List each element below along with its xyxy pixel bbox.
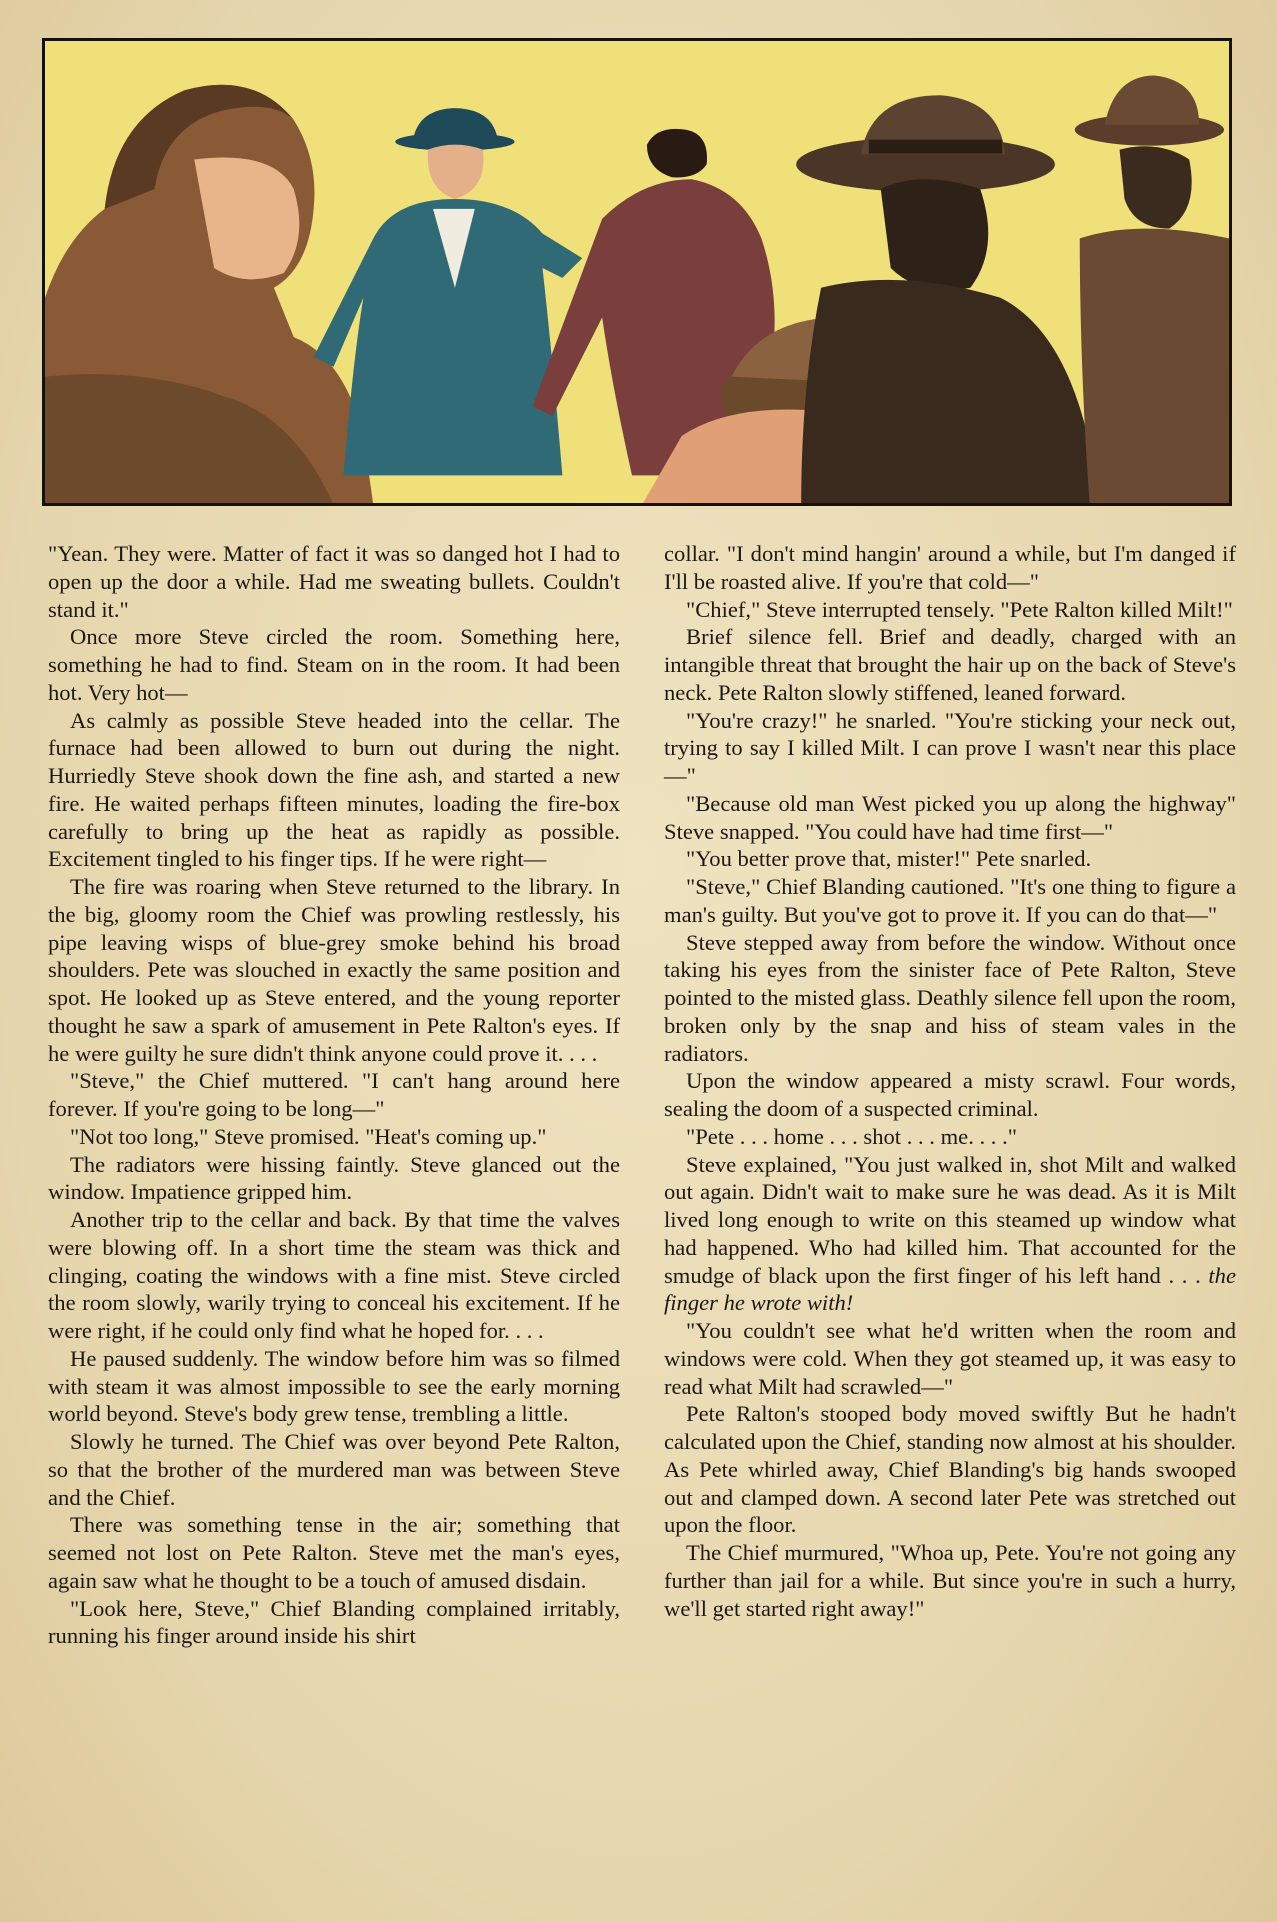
paragraph (664, 1151, 1236, 1318)
paragraph: "Steve," Chief Blanding cautioned. "It's one thing to figure a man's guilty. But you've got to prove it. If you can do that—" (664, 874, 1236, 927)
left-text-column (48, 540, 620, 1885)
paragraph: "Yean. They were. Matter of fact it was so danged hot I had to open up the door a while. Had me sweating bullets. Couldn't stand it." (48, 541, 620, 622)
comic-panel-illustration (42, 38, 1232, 506)
paragraph: "Steve," the Chief muttered. "I can't hang around here forever. If you're going to be long—" (48, 1068, 620, 1121)
story-text-columns (48, 540, 1236, 1885)
paragraph: The Chief murmured, "Whoa up, Pete. You're not going any further than jail for a while. But since you're in such a hurry, we'll get started right away!" (664, 1540, 1236, 1621)
paragraph: "Because old man West picked you up along the highway" Steve snapped. "You could have had time first—" (664, 790, 1236, 844)
paragraph: He paused suddenly. The window before him was so filmed with steam it was almost impossible to see the early morning world beyond. Steve's body grew tense, trembling a little. (48, 1345, 620, 1427)
paragraph: "You better prove that, mister!" Pete snarled. (686, 846, 1092, 872)
paragraph: As calmly as possible Steve headed into the cellar. The furnace had been allowed to burn out during the night. Hurriedly Steve shook down the fine ash, and started a new fire. He waited perhaps fifteen minutes, loading the fire-box carefully to bring up the heat as rapidly as possible. Excitement tingled to his finger tips. If he were right— (48, 707, 620, 872)
paragraph: Once more Steve circled the room. Something here, something he had to find. Steam on in the room. It had been hot. Very hot— (48, 624, 620, 705)
paragraph: Brief silence fell. Brief and deadly, charged with an intangible threat that brought the hair up on the back of Steve's neck. Pete Ralton slowly stiffened, leaned forward. (664, 624, 1236, 705)
paragraph: Steve stepped away from before the window. Without once taking his eyes from the sinister face of Pete Ralton, Steve pointed to the misted glass. Deathly silence fell upon the room, broken only by the snap and hiss of steam vales in the radiators. (664, 929, 1236, 1066)
paragraph: Upon the window appeared a misty scrawl. Four words, sealing the doom of a suspected criminal. (664, 1068, 1236, 1121)
paragraph: "You couldn't see what he'd written when the room and windows were cold. When they got steamed up, it was easy to read what Milt had scrawled—" (664, 1318, 1236, 1399)
paragraph: collar. "I don't mind hangin' around a while, but I'm danged if I'll be roasted alive. If you're that cold—" (664, 541, 1236, 594)
paragraph: "You're crazy!" he snarled. "You're sticking your neck out, trying to say I killed Milt. I can prove I wasn't near this place—" (664, 707, 1236, 788)
paragraph: The fire was roaring when Steve returned to the library. In the big, gloomy room the Chief was prowling restlessly, his pipe leaving wisps of blue-grey smoke behind his broad shoulders. Pete was slouched in exactly the same position and spot. He looked up as Steve entered, and the young reporter thought he saw a spark of amusement in Pete Ralton's eyes. If he were guilty he sure didn't think anyone could prove it. . . . (48, 874, 620, 1066)
paragraph: Pete Ralton's stooped body moved swiftly But he hadn't calculated upon the Chief, standing now almost at his shoulder. As Pete whirled away, Chief Blanding's big hands swooped out and clamped down. A second later Pete was stretched out upon the floor. (664, 1401, 1236, 1538)
paragraph: "Look here, Steve," Chief Blanding complained irritably, running his finger around inside his shirt (48, 1595, 620, 1649)
italic-emphasis: the finger he wrote with! (664, 1262, 1236, 1316)
paragraph: Slowly he turned. The Chief was over beyond Pete Ralton, so that the brother of the murdered man was between Steve and the Chief. (48, 1429, 620, 1510)
paragraph: There was something tense in the air; something that seemed not lost on Pete Ralton. Steve met the man's eyes, again saw what he thought to be a touch of amused disdain. (48, 1512, 620, 1593)
illustration-art (45, 41, 1229, 503)
paragraph: "Chief," Steve interrupted tensely. "Pete Ralton killed Milt!" (686, 596, 1233, 622)
paragraph: "Pete . . . home . . . shot . . . me. . . ." (686, 1123, 1017, 1149)
paragraph: Another trip to the cellar and back. By that time the valves were blowing off. In a short time the steam was thick and clinging, coating the windows with a fine mist. Steve circled the room slowly, warily trying to conceal his excitement. If he were right, if he could only find what he hoped for. . . . (48, 1207, 620, 1343)
paragraph-text: Steve explained, "You just walked in, shot Milt and walked out again. Didn't wait to make sure he was dead. As it is Milt lived long enough to write on this steamed up window what had happened. Who had killed him. That accounted for the smudge of black upon the first finger of his left hand . . . (664, 1151, 1236, 1288)
paragraph: The radiators were hissing faintly. Steve glanced out the window. Impatience gripped him. (48, 1151, 620, 1205)
right-text-column (664, 540, 1236, 1885)
paragraph: "Not too long," Steve promised. "Heat's coming up." (70, 1123, 547, 1149)
